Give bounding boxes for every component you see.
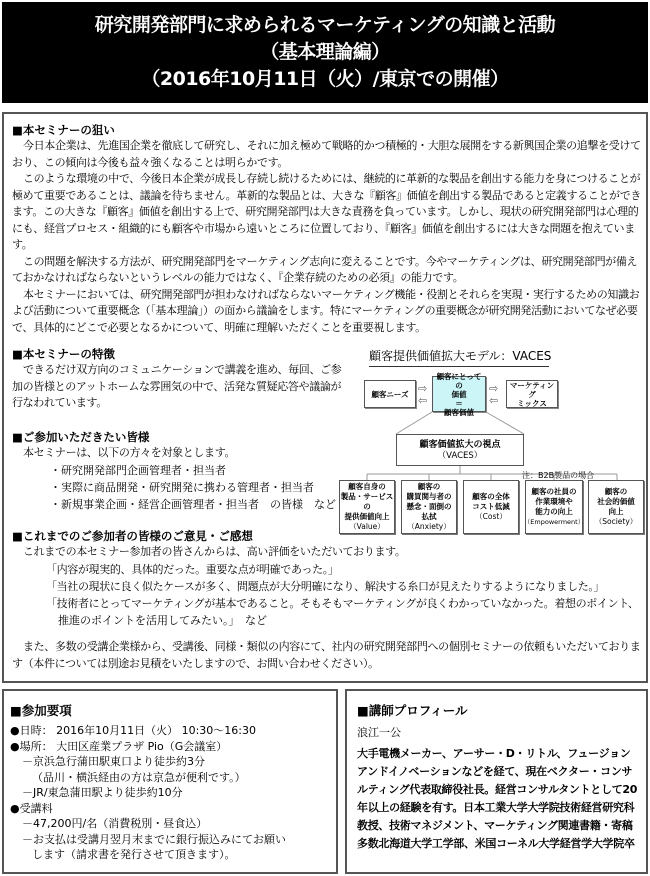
section-opinions	[12, 528, 642, 629]
arrow-right-icon: ⇨	[489, 382, 499, 395]
closing-text: また、多数の受講企業様から、受講後、同様・類似の内容にて、社内の研究開発部門への個別セミナーの依頼もいただいております（本件については別途お見積をいたしますので、お問い合わせください）。	[12, 640, 641, 670]
section-aim	[12, 122, 642, 336]
features-text: できるだけ双方向のコミュニケーションで講義を進め、毎回、ご参加の皆様とのアットホームな雰囲気の中で、活発な質疑応答や議論が行なわれています。	[12, 363, 342, 409]
section-closing	[12, 639, 642, 672]
vaces-model-diagram	[334, 344, 644, 534]
details-title: ■参加要項	[10, 703, 72, 718]
arrow-right-icon: ⇨	[418, 382, 428, 395]
details-date: ●日時： 2016年10月11日（火） 10:30～16:30	[10, 724, 256, 737]
title-line-2: （基本理論編）	[260, 41, 390, 63]
details-access-keikyu: －京浜急行蒲田駅東口より徒歩約3分	[22, 755, 205, 768]
vaces-box-anxiety: 顧客の 購買関与者の 懸念・面倒の 払拭 （Anxiety）	[401, 480, 457, 534]
opinion-quote: 「当社の現状に良く似たケースが多く、問題点が大分明確になり、解決する糸口が見えたりするようになりました。」	[46, 579, 605, 593]
vaces-perspective-box: 顧客価値拡大の視点 （VACES）	[396, 434, 524, 466]
vaces-box-society: 顧客の 社会的価値 向上 （Society）	[588, 480, 644, 534]
target-item: ・研究開発部門企画管理者・担当者	[50, 463, 226, 477]
details-fee-payment: －お支払は受講月翌月末までに銀行振込みにてお願い	[22, 832, 286, 846]
diagram-title: 顧客提供価値拡大モデル：VACES	[369, 348, 549, 367]
section-features	[12, 346, 342, 412]
profile-title: ■講師プロフィール	[357, 703, 468, 718]
opinions-title: ■これまでのご参加者の皆様のご意見・ご感想	[12, 529, 253, 543]
aim-paragraph: この問題を解決する方法が、研究開発部門をマーケティング志向に変えることです。今やマーケティングは、研究開発部門が備えておかなければならないというレベルの能力ではなく、『企業存続のための必須』の能力です。	[12, 254, 638, 284]
aim-title: ■本セミナーの狙い	[12, 123, 115, 137]
aim-paragraph: このような環境の中で、今後日本企業が成長し存続し続けるためには、継続的に革新的な製品を創出する能力を身につけることが極めて重要であることは、議論を待ちません。革新的な製品とは、大きな『顧客』価値を創出する製品であると定義することができます。この大きな『顧客』価値を創出する上で、研究開発部門は大きな責務を負っています。しかし、現状の研究開発部門は心理的にも、経営プロセス・組織的にも顧客や市場から遠いところに位置しており、『顧客』価値を創出するには大きな問題を抱えています。	[12, 172, 642, 251]
details-fee-amount: －47,200円/名（消費税別・昼食込）	[22, 817, 208, 830]
lecturer-profile-box	[345, 689, 648, 874]
lecturer-bio: 大手電機メーカー、アーサー・D・リトル、フュージョンアンドイノベーションなどを経て、現在ベクター・コンサルティング代表取締役社長。経営コンサルタントとして20年以上の経験を有す。日本工業大学大学院技術経営研究科教授、技術マネジメント、マーケティング関連書籍・寄稿多数北海道大学工学部、米国コーネル大学経営学大学院卒	[357, 747, 638, 850]
customer-needs-box: 顧客ニーズ	[364, 380, 416, 408]
vaces-box-cost: 顧客の全体 コスト低減 （Cost）	[463, 480, 519, 534]
targets-title: ■ご参加いただきたい皆様	[12, 430, 150, 444]
details-fee-payment-cont: します（請求書を発行させて頂きます）。	[32, 848, 236, 861]
vaces-box-empowerment: 顧客の社員の 作業環境や 能力の向上 （Empowerment）	[525, 480, 583, 534]
customer-value-box: 顧客にとっての 価値 ＝ 顧客価値	[432, 376, 486, 412]
participation-details-box	[2, 689, 338, 874]
b2b-note: 注：B2B製品の場合	[522, 471, 595, 480]
opinion-quote: 「内容が現実的、具体的だった。重要な点が明確であった。」	[46, 562, 339, 576]
seminar-title-banner	[2, 2, 648, 103]
marketing-mix-box: マーケティング ミックス	[506, 380, 558, 408]
details-access-note: （品川・横浜経由の方は京急が便利です。）	[32, 770, 246, 784]
vaces-box-value: 顧客自身の 製品・サービスの 提供価値向上 （Value）	[339, 480, 395, 534]
opinions-intro: これまでの本セミナー参加者の皆さんからは、高い評価をいただいております。	[23, 545, 406, 558]
opinion-quote: 「技術者にとってマーケティングが基本であること。そもそもマーケティングが良くわかっていなかった。着想のポイント、	[46, 596, 639, 610]
details-place: ●場所： 大田区産業プラザ Pio（G会議室）	[10, 739, 228, 753]
opinion-quote-continued: 推進のポイントを活用してみたい。」 など	[58, 613, 267, 627]
arrow-left-icon: ⇦	[418, 394, 428, 407]
aim-paragraph: 今日本企業は、先進国企業を徹底して研究し、それに加え極めて戦略的かつ積極的・大胆な展開をする新興国企業の追撃を受けており、この傾向は今後も益々強くなることは明らかです。	[12, 139, 641, 169]
section-targets	[12, 429, 342, 513]
details-fee-title: ●受講料	[10, 801, 53, 815]
target-item: ・新規事業企画・経営企画管理者・担当者 の皆様 など	[50, 497, 336, 511]
aim-paragraph: 本セミナーにおいては、研究開発部門が担わなければならないマーケティング機能・役割とそれらを実現・実行するための知識および活動について重要概念（「基本理論」）の面から議論をします。特にマーケティングの重要概念が研究開発活動においてなぜ必要で、具体的にどこで必要となるかについて、明確に理解いただくことを重要視します。	[12, 287, 640, 334]
targets-intro: 本セミナーは、以下の方々を対象とします。	[23, 446, 236, 459]
lecturer-name: 浪江一公	[357, 726, 401, 739]
arrow-left-icon: ⇦	[489, 394, 499, 407]
target-item: ・実際に商品開発・研究開発に携わる管理者・担当者	[50, 480, 314, 494]
features-title: ■本セミナーの特徴	[12, 347, 115, 361]
title-line-1: 研究開発部門に求められるマーケティングの知識と活動	[94, 14, 556, 36]
seminar-overview-box	[2, 112, 648, 683]
title-line-3: （2016年10月11日（火）/東京での開催）	[141, 68, 509, 90]
details-access-jr: －JR/東急蒲田駅より徒歩約10分	[22, 786, 183, 799]
